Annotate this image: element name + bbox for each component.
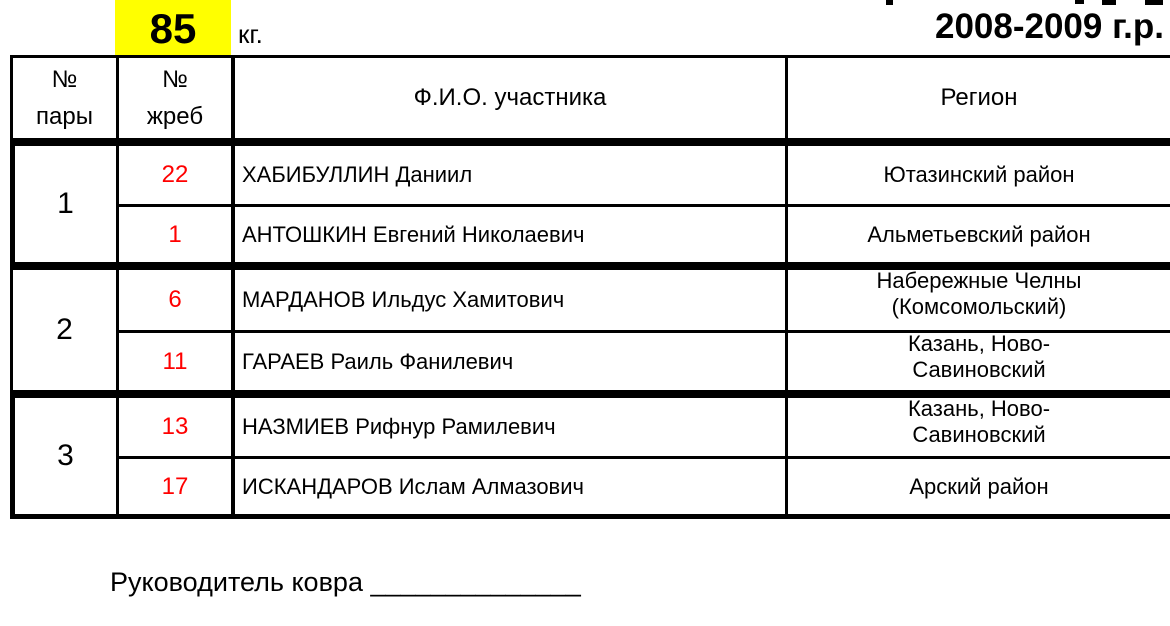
clipped-text-fragment xyxy=(1075,0,1084,4)
table-row xyxy=(10,330,1170,393)
clipped-text-fragment xyxy=(886,0,893,5)
draw-number: 22 xyxy=(116,141,231,204)
table-header-row xyxy=(10,55,1170,141)
draw-number: 11 xyxy=(116,330,231,393)
pair-number: 1 xyxy=(10,141,116,267)
region-cell: Арский район xyxy=(785,456,1170,519)
participant-name: ХАБИБУЛЛИН Даниил xyxy=(231,141,785,204)
participant-name: ИСКАНДАРОВ Ислам Алмазович xyxy=(231,456,785,519)
table-row xyxy=(10,141,1170,204)
pair-number: 3 xyxy=(10,393,116,519)
weight-cell xyxy=(115,0,231,55)
region-cell: Альметьевский район xyxy=(785,204,1170,267)
pairing-table xyxy=(10,55,1170,519)
region-cell: Казань, Ново- Савиновский xyxy=(785,330,1170,393)
participant-name: ГАРАЕВ Раиль Фанилевич xyxy=(231,330,785,393)
clipped-text-fragment xyxy=(1102,0,1116,5)
clipped-text-fragment xyxy=(1145,0,1163,5)
draw-number: 17 xyxy=(116,456,231,519)
table-row xyxy=(10,393,1170,456)
region-cell: Ютазинский район xyxy=(785,141,1170,204)
col-header-region: Регион xyxy=(785,55,1170,141)
participant-name: МАРДАНОВ Ильдус Хамитович xyxy=(231,267,785,330)
table-row xyxy=(10,204,1170,267)
draw-number: 1 xyxy=(116,204,231,267)
weight-value: 85 xyxy=(149,4,197,52)
mat-supervisor-label: Руководитель ковра xyxy=(110,567,363,597)
table-row xyxy=(10,267,1170,330)
col-header-name: Ф.И.О. участника xyxy=(231,55,785,141)
region-cell: Казань, Ново- Савиновский xyxy=(785,393,1170,456)
weight-unit: кг. xyxy=(238,19,263,49)
mat-supervisor-line xyxy=(110,566,1170,598)
participant-name: НАЗМИЕВ Рифнур Рамилевич xyxy=(231,393,785,456)
signature-line: ______________ xyxy=(370,567,581,597)
draw-number: 13 xyxy=(116,393,231,456)
col-header-pair-no: № пары xyxy=(10,55,116,141)
col-header-draw-no: № жреб xyxy=(116,55,231,141)
age-group: 2008-2009 г.р. xyxy=(934,7,1164,46)
participant-name: АНТОШКИН Евгений Николаевич xyxy=(231,204,785,267)
pair-number: 2 xyxy=(10,267,116,393)
region-cell: Набережные Челны (Комсомольский) xyxy=(785,267,1170,330)
draw-number: 6 xyxy=(116,267,231,330)
table-row xyxy=(10,456,1170,519)
sheet-header xyxy=(0,0,1170,55)
